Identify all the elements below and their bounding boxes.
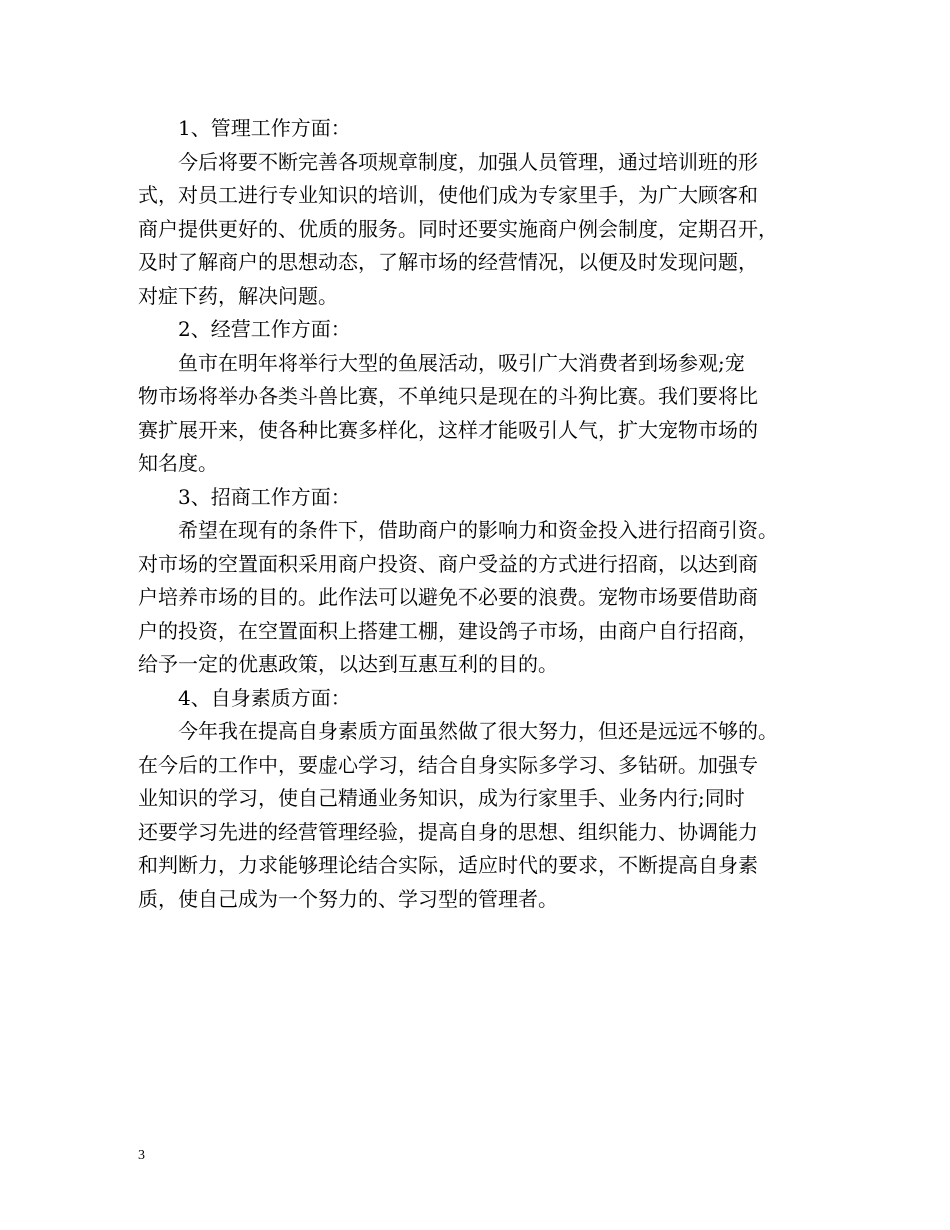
paragraph-line: 鱼市在明年将举行大型的鱼展活动，吸引广大消费者到场参观;宠 xyxy=(178,350,745,375)
section-heading: 4、自身素质方面： xyxy=(178,685,351,710)
section-investment xyxy=(138,481,818,682)
section-operations xyxy=(138,313,818,481)
section-self-improvement xyxy=(138,682,818,917)
paragraph-line: 物市场将举办各类斗兽比赛，不单纯只是现在的斗狗比赛。我们要将比 xyxy=(138,384,758,408)
paragraph-line: 商户提供更好的、优质的服务。同时还要实施商户例会制度，定期召开， xyxy=(138,216,778,241)
paragraph-line: 式，对员工进行专业知识的培训，使他们成为专家里手，为广大顾客和 xyxy=(138,183,758,207)
page-number: 3 xyxy=(138,1148,145,1163)
paragraph-line: 给予一定的优惠政策，以达到互惠互利的目的。 xyxy=(138,652,558,676)
section-heading: 3、招商工作方面： xyxy=(178,484,351,509)
paragraph-line: 户的投资，在空置面积上搭建工棚，建设鸽子市场，由商户自行招商， xyxy=(138,618,758,643)
paragraph-line: 质，使自己成为一个努力的、学习型的管理者。 xyxy=(138,886,558,911)
paragraph-line: 今年我在提高自身素质方面虽然做了很大努力，但还是远远不够的。 xyxy=(178,719,778,743)
paragraph-line: 赛扩展开来，使各种比赛多样化，这样才能吸引人气，扩大宠物市场的 xyxy=(138,417,758,442)
paragraph-line: 及时了解商户的思想动态，了解市场的经营情况，以便及时发现问题， xyxy=(138,250,758,274)
section-management xyxy=(138,112,818,313)
section-heading: 2、经营工作方面： xyxy=(178,317,351,341)
document-body xyxy=(138,112,818,916)
paragraph-line: 对市场的空置面积采用商户投资、商户受益的方式进行招商，以达到商 xyxy=(138,551,758,576)
paragraph-line: 希望在现有的条件下，借助商户的影响力和资金投入进行招商引资。 xyxy=(178,518,778,542)
section-heading: 1、管理工作方面： xyxy=(178,116,351,140)
paragraph-line: 在今后的工作中，要虚心学习，结合自身实际多学习、多钻研。加强专 xyxy=(138,752,758,777)
paragraph-line: 和判断力，力求能够理论结合实际，适应时代的要求，不断提高自身素 xyxy=(138,853,758,877)
paragraph-line: 业知识的学习，使自己精通业务知识，成为行家里手、业务内行;同时 xyxy=(138,786,745,810)
paragraph-line: 今后将要不断完善各项规章制度，加强人员管理，通过培训班的形 xyxy=(178,149,758,174)
paragraph-line: 户培养市场的目的。此作法可以避免不必要的浪费。宠物市场要借助商 xyxy=(138,585,758,609)
paragraph-line: 知名度。 xyxy=(138,451,218,475)
paragraph-line: 还要学习先进的经营管理经验，提高自身的思想、组织能力、协调能力 xyxy=(138,819,758,844)
paragraph-line: 对症下药，解决问题。 xyxy=(138,283,338,308)
